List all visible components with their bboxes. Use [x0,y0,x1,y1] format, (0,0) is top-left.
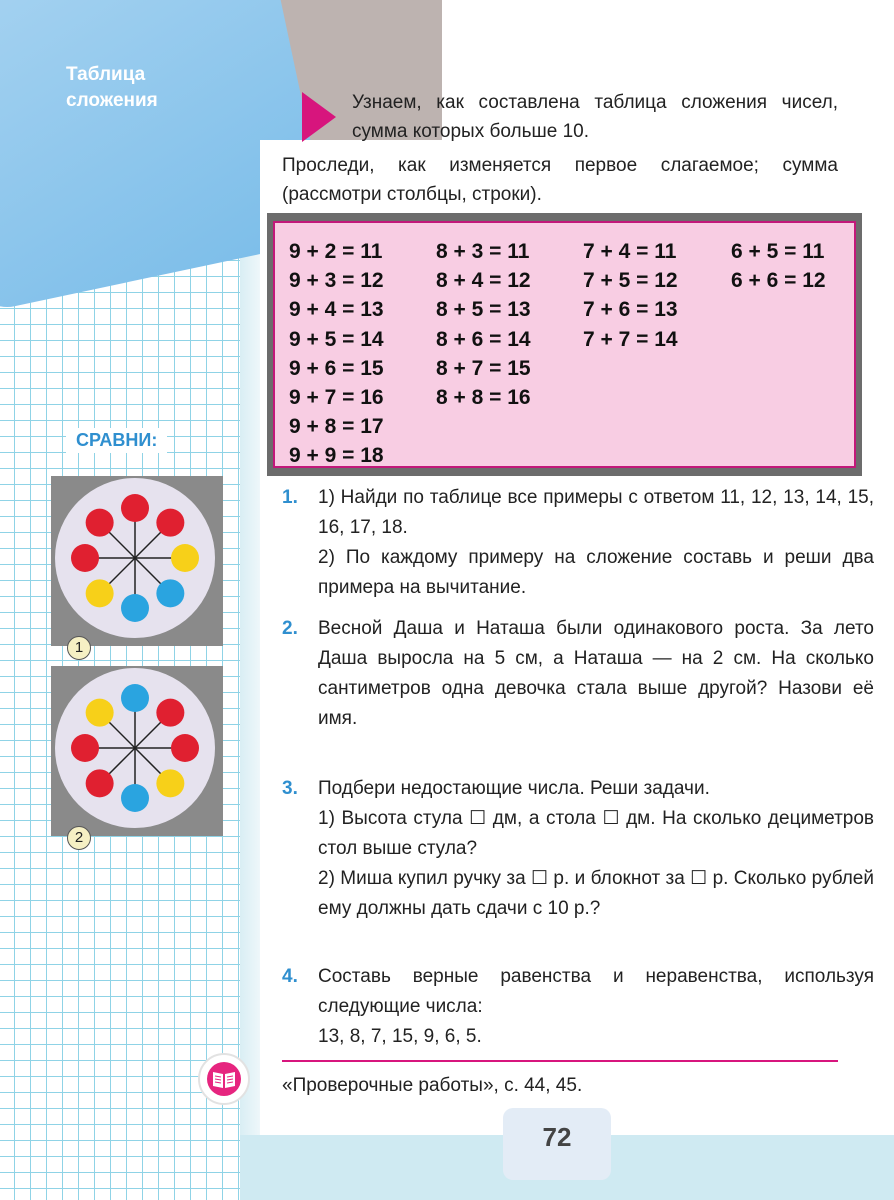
wheel-dot [121,784,149,812]
task-3 [282,774,874,924]
book-icon [198,1053,250,1105]
wheel-dot [156,769,184,797]
wheel-figure-1 [51,476,223,646]
wheel-dot [86,579,114,607]
task-text: 1) Высота стула ☐ дм, а стола ☐ дм. На сколько дециметров стол выше стула? [318,808,874,859]
task-text: Весной Даша и Наташа были одинакового роста. За лето Даша выросла на 5 см, а Наташа — на 2 см. На сколько сантиметров одна девочка стала выше другой? Назови её имя. [318,618,874,729]
table-cell: 6 + 6 = 12 [731,269,826,293]
open-book-icon [207,1062,241,1096]
table-cell: 7 + 6 = 13 [583,298,678,322]
wheel-dot [156,509,184,537]
wheel-dot [86,699,114,727]
table-cell: 6 + 5 = 11 [731,240,825,263]
wheel-dot [156,579,184,607]
table-cell: 8 + 5 = 13 [436,298,531,322]
task-number: 3. [282,778,298,799]
table-cell: 8 + 8 = 16 [436,386,531,410]
divider-line [282,1060,838,1062]
wheel-figure-2 [51,666,223,836]
table-cell: 9 + 9 = 18 [289,444,384,468]
wheel-dot [71,544,99,572]
table-cell: 9 + 7 = 16 [289,386,384,410]
table-cell: 8 + 7 = 15 [436,356,531,380]
wheel-dot [171,734,199,762]
instruction-text: Проследи, как изменяется первое слагаемое; сумма (рассмотри столбцы, строки). [282,155,838,205]
task-text: 13, 8, 7, 15, 9, 6, 5. [318,1026,482,1047]
wheel-2-svg [51,666,223,836]
table-column-6 [731,237,826,295]
compare-label: СРАВНИ: [66,428,167,453]
table-cell: 9 + 4 = 13 [289,298,384,322]
table-cell: 9 + 2 = 11 [289,240,383,263]
task-text: Составь верные равенства и неравенства, используя следующие числа: [318,966,874,1017]
table-column-9 [289,237,384,471]
task-2 [282,614,874,734]
table-cell: 9 + 6 = 15 [289,356,384,380]
table-cell: 9 + 3 = 12 [289,269,384,293]
task-4 [282,962,874,1052]
task-text: 1) Найди по таблице все примеры с ответом 11, 12, 13, 14, 15, 16, 17, 18. [318,487,874,538]
task-text: 2) По каждому примеру на сложение составь и реши два примера на вычитание. [318,547,874,598]
table-cell: 8 + 4 = 12 [436,269,531,293]
wheel-dot [171,544,199,572]
table-cell: 7 + 4 = 11 [583,240,677,263]
task-number: 1. [282,487,298,508]
table-cell: 7 + 5 = 12 [583,269,678,293]
table-cell: 8 + 3 = 11 [436,240,530,263]
intro-text: Узнаем, как составлена таблица сложения чисел, сумма которых больше 10. [352,92,838,142]
wheel-dot [156,699,184,727]
intro-block [302,88,838,146]
wheel-number-1: 1 [67,636,91,660]
lesson-title: Таблица сложения [66,64,158,111]
table-cell: 8 + 6 = 14 [436,327,531,351]
task-number: 4. [282,966,298,987]
wheel-dot [121,684,149,712]
wheel-dot [86,509,114,537]
task-text: 2) Миша купил ручку за ☐ р. и блокнот за ☐ р. Сколько рублей ему должны дать сдачи с 10 р.? [318,868,874,919]
wheel-number-2: 2 [67,826,91,850]
task-number: 2. [282,618,298,639]
wheel-dot [121,494,149,522]
table-cell: 7 + 7 = 14 [583,327,678,351]
book-icon-inner [207,1062,241,1096]
table-cell: 9 + 5 = 14 [289,327,384,351]
table-column-7 [583,237,678,354]
addition-table [267,213,862,476]
wheel-dot [121,594,149,622]
task-1 [282,483,874,603]
table-column-8 [436,237,531,412]
table-cell: 9 + 8 = 17 [289,415,384,439]
task-text: Подбери недостающие числа. Реши задачи. [318,778,710,799]
wheel-dot [71,734,99,762]
workbook-reference: «Проверочные работы», с. 44, 45. [282,1075,583,1096]
wheel-dot [86,769,114,797]
page-number: 72 [542,1122,572,1152]
wheel-1-svg [51,476,223,646]
addition-table-inner [273,221,856,468]
